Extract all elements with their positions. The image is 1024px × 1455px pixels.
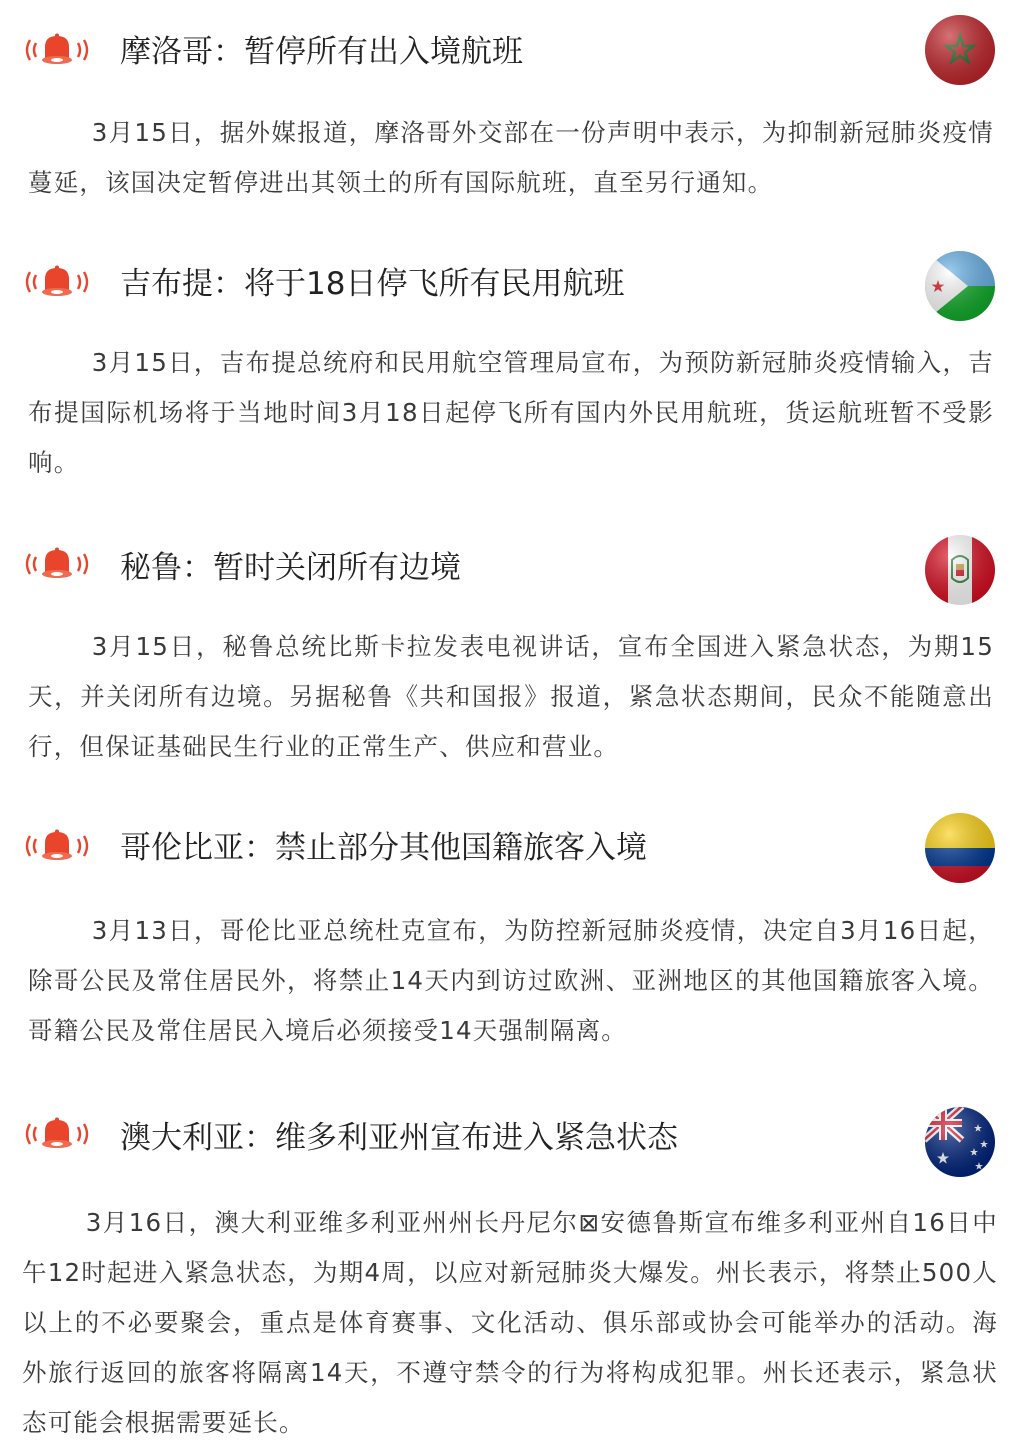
alarm-bell-icon — [22, 1116, 92, 1152]
alarm-bell-icon — [22, 32, 92, 68]
headline: 哥伦比亚：禁止部分其他国籍旅客入境 — [120, 830, 647, 866]
alarm-bell-icon — [22, 546, 92, 582]
article-body: 3月16日，澳大利亚维多利亚州州长丹尼尔⊠安德鲁斯宣布维多利亚州自16日中午12时起进入紧急状态，为期4周，以应对新冠肺炎大爆发。州长表示，将禁止500人以上的不必要聚会，重点是体育赛事、文化活动、俱乐部或协会可能举办的活动。海外旅行返回的旅客将隔离14天，不遵守禁令的行为将构成犯罪。州长还表示，紧急状态可能会根据需要延长。 — [22, 1208, 998, 1437]
alarm-bell-icon — [22, 828, 92, 864]
article-body: 3月15日，吉布提总统府和民用航空管理局宣布，为预防新冠肺炎疫情输入，吉布提国际机场将于当地时间3月18日起停飞所有国内外民用航班，货运航班暂不受影响。 — [28, 348, 994, 477]
australia-flag-icon — [924, 1106, 996, 1178]
morocco-flag-icon — [924, 14, 996, 86]
article-body: 3月13日，哥伦比亚总统杜克宣布，为防控新冠肺炎疫情，决定自3月16日起，除哥公民及常住居民外，将禁止14天内到访过欧洲、亚洲地区的其他国籍旅客入境。哥籍公民及常住居民入境后必须接受14天强制隔离。 — [28, 916, 994, 1045]
peru-flag-icon — [924, 534, 996, 606]
headline: 吉布提：将于18日停飞所有民用航班 — [120, 266, 625, 302]
headline: 澳大利亚：维多利亚州宣布进入紧急状态 — [120, 1120, 678, 1156]
article-body: 3月15日，秘鲁总统比斯卡拉发表电视讲话，宣布全国进入紧急状态，为期15天，并关闭所有边境。另据秘鲁《共和国报》报道，紧急状态期间，民众不能随意出行，但保证基础民生行业的正常生产、供应和营业。 — [28, 632, 994, 761]
alarm-bell-icon — [22, 264, 92, 300]
article-body: 3月15日，据外媒报道，摩洛哥外交部在一份声明中表示，为抑制新冠肺炎疫情蔓延，该国决定暂停进出其领土的所有国际航班，直至另行通知。 — [28, 118, 994, 197]
headline: 摩洛哥：暂停所有出入境航班 — [120, 34, 523, 70]
headline: 秘鲁：暂时关闭所有边境 — [120, 550, 461, 586]
colombia-flag-icon — [924, 812, 996, 884]
djibouti-flag-icon — [924, 250, 996, 322]
